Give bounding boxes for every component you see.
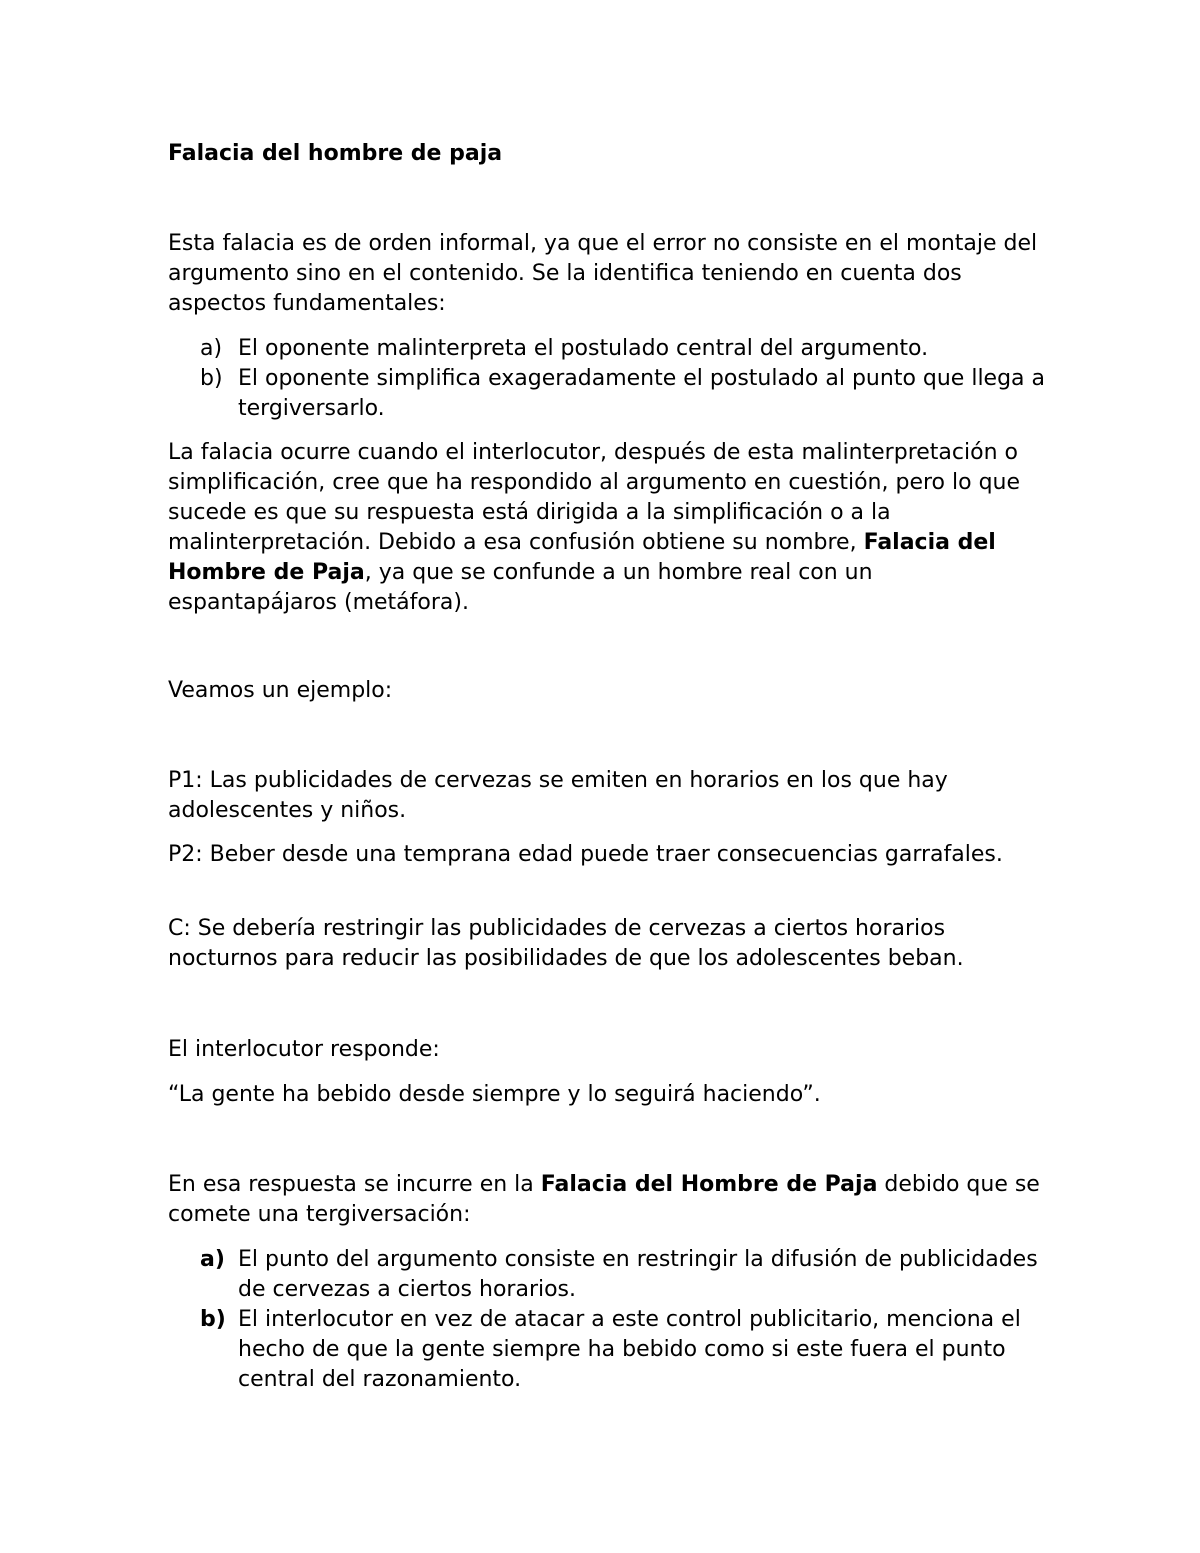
list-item-text: El oponente simplifica exageradamente el postulado al punto que llega a tergiversarlo.: [238, 366, 1046, 421]
document-title: Falacia del hombre de paja: [168, 141, 503, 166]
list-marker: a): [200, 1247, 225, 1272]
list-marker: b): [200, 366, 223, 391]
fallacy-name-bold: Falacia del Hombre de Paja: [168, 530, 996, 585]
analysis-text-start: En esa respuesta se incurre en la: [168, 1172, 541, 1197]
analysis-paragraph: [168, 1170, 1048, 1230]
analysis-text-end: debido que se comete una tergiversación:: [168, 1172, 1040, 1227]
aspects-list: [200, 334, 1048, 424]
responds-line: El interlocutor responde:: [168, 1037, 440, 1062]
list-item-text: El oponente malinterpreta el postulado central del argumento.: [238, 336, 929, 361]
fallacy-name-bold: Falacia del Hombre de Paja: [540, 1172, 878, 1197]
list-item: [200, 1245, 1048, 1305]
list-item-text: El interlocutor en vez de atacar a este control publicitario, menciona el hecho de que la gente siempre ha bebido como si este fuera el punto central del razonamiento.: [238, 1307, 1021, 1392]
intro-paragraph: Esta falacia es de orden informal, ya que el error no consiste en el montaje del argumento sino en el contenido. Se la identifica teniendo en cuenta dos aspectos fundamentales:: [168, 231, 1038, 316]
list-item: [200, 1305, 1048, 1395]
explanation-text-end: , ya que se confunde a un hombre real con un espantapájaros (metáfora).: [168, 560, 873, 615]
example-intro: Veamos un ejemplo:: [168, 678, 393, 703]
list-item-text: El punto del argumento consiste en restringir la difusión de publicidades de cervezas a ciertos horarios.: [238, 1247, 1038, 1302]
premise-1: P1: Las publicidades de cervezas se emiten en horarios en los que hay adolescentes y niños.: [168, 768, 948, 823]
list-item: [200, 364, 1048, 424]
quote-line: “La gente ha bebido desde siempre y lo seguirá haciendo”.: [168, 1082, 821, 1107]
list-item: [200, 334, 1048, 364]
conclusion: C: Se debería restringir las publicidades de cervezas a ciertos horarios nocturnos para reducir las posibilidades de que los adolescentes beban.: [168, 916, 964, 971]
explanation-paragraph: [168, 438, 1048, 618]
list-marker: b): [200, 1307, 226, 1332]
explanation-text-start: La falacia ocurre cuando el interlocutor, después de esta malinterpretación o simplificación, cree que ha respondido al argumento en cuestión, pero lo que sucede es que su respuesta está dirigida a la simplificación o a la malinterpretación. Debido a esa confusión obtiene su nombre,: [168, 440, 1021, 555]
list-marker: a): [200, 336, 223, 361]
points-list: [200, 1245, 1048, 1395]
premise-2: P2: Beber desde una temprana edad puede traer consecuencias garrafales.: [168, 842, 1003, 867]
